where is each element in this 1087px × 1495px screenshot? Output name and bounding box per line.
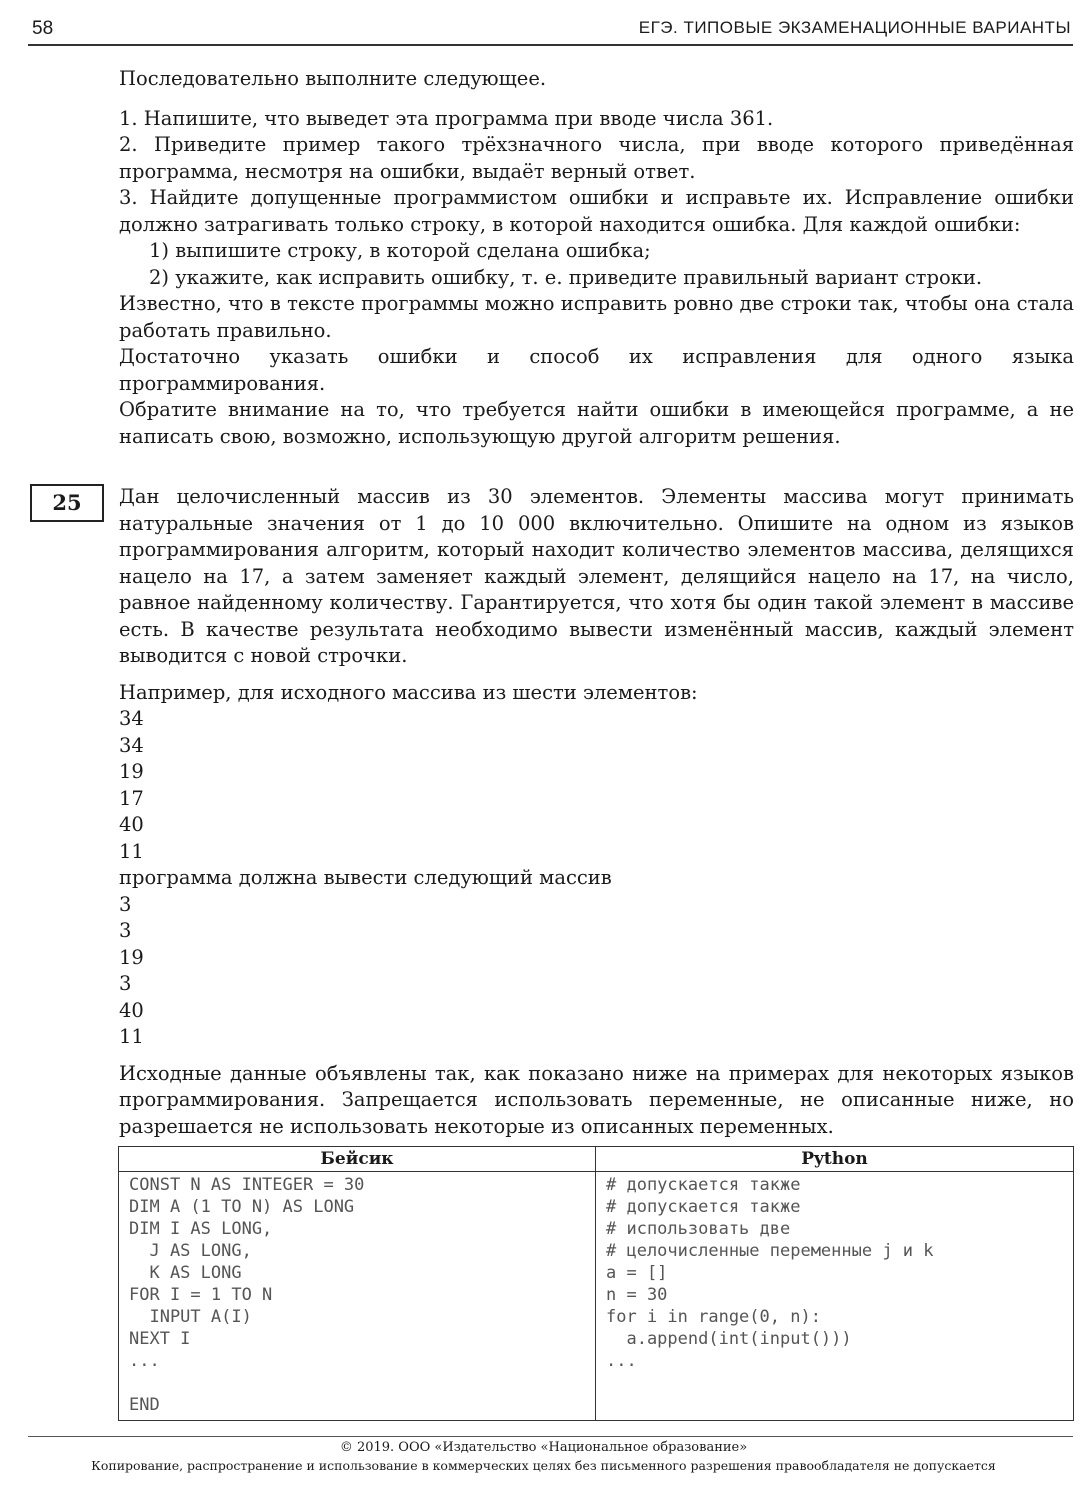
- example-output-list: [119, 892, 1074, 1051]
- example-intro: Например, для исходного массива из шести элементов:: [119, 680, 698, 704]
- output-value: 11: [119, 1025, 144, 1048]
- instructions-lead: Последовательно выполните следующее.: [119, 67, 547, 90]
- python-code-line: # допускается также: [606, 1197, 801, 1217]
- page-number: 58: [32, 18, 54, 39]
- input-value: 17: [119, 786, 144, 810]
- python-code-line: ...: [606, 1351, 637, 1371]
- instruction-subitem-1: 1) выпишите строку, в которой сделана ошибка;: [149, 239, 651, 262]
- basic-code-line: [129, 1372, 585, 1394]
- basic-code-line: DIM A (1 TO N) AS LONG: [129, 1197, 355, 1217]
- input-value: 11: [119, 839, 144, 863]
- basic-code-cell: [119, 1172, 596, 1421]
- instructions-block: [119, 66, 1074, 450]
- python-code-line: a.append(int(input())): [606, 1329, 852, 1349]
- instruction-paragraph-2: Достаточно указать ошибки и способ их исправления для одного языка программирования.: [119, 345, 1074, 395]
- instruction-subitem-2: 2) укажите, как исправить ошибку, т. е. приведите правильный вариант строки.: [149, 265, 983, 289]
- instruction-item-3: 3. Найдите допущенные программистом ошибки и исправьте их. Исправление ошибки должно затрагивать только строку, в которой находится ошибка. Для каждой ошибки:: [119, 186, 1074, 236]
- running-title: ЕГЭ. ТИПОВЫЕ ЭКЗАМЕНАЦИОННЫЕ ВАРИАНТЫ: [638, 18, 1071, 37]
- task-25-block: [119, 484, 1074, 1140]
- example-input-list: [119, 706, 1074, 865]
- input-value: 19: [119, 760, 144, 783]
- python-code-line: # допускается также: [606, 1175, 801, 1195]
- input-value: 34: [119, 707, 144, 730]
- output-value: 19: [119, 945, 144, 969]
- task-number-box: 25: [30, 484, 104, 522]
- footer-notice: Копирование, распространение и использование в коммерческих целях без письменного разрешения правообладателя не допускается: [91, 1458, 996, 1473]
- footer-copyright: © 2019. ООО «Издательство «Национальное образование»: [339, 1440, 748, 1455]
- basic-code-line: NEXT I: [129, 1329, 191, 1349]
- footer-divider: [28, 1436, 1073, 1437]
- page-header: [28, 14, 1073, 46]
- output-value: 40: [119, 998, 144, 1022]
- basic-code-line: K AS LONG: [129, 1263, 242, 1283]
- input-value: 40: [119, 813, 144, 836]
- python-code-line: # целочисленные переменные j и k: [606, 1241, 934, 1261]
- instruction-item-2: 2. Приведите пример такого трёхзначного числа, при вводе которого приведённая программа, несмотря на ошибки, выдаёт верный ответ.: [119, 133, 1074, 183]
- code-table: [118, 1146, 1074, 1421]
- python-code-line: # использовать две: [606, 1219, 791, 1239]
- output-value: 3: [119, 892, 132, 916]
- basic-column-header: Бейсик: [119, 1147, 596, 1172]
- python-code-line: for i in range(0, n):: [606, 1307, 821, 1327]
- input-value: 34: [119, 733, 144, 757]
- basic-code-line: DIM I AS LONG,: [129, 1219, 273, 1239]
- basic-code-line: CONST N AS INTEGER = 30: [129, 1175, 365, 1195]
- python-code-line: a = []: [606, 1263, 668, 1283]
- output-value: 3: [119, 972, 132, 995]
- basic-code-line: ...: [129, 1351, 160, 1371]
- task-statement: Дан целочисленный массив из 30 элементов. Элементы массива могут принимать натуральные значения от 1 до 10 000 включительно. Опишите на одном из языков программирования алгоритм, который находит количество элементов массива, делящихся нацело на 17, а затем заменяет каждый элемент, делящийся нацело на 17, на число, равное найденному количеству. Гарантируется, что хотя бы один такой элемент в массиве есть. В качестве результата необходимо вывести изменённый массив, каждый элемент выводится с новой строчки.: [119, 485, 1074, 667]
- python-code-cell: [596, 1172, 1074, 1421]
- declarations-text: Исходные данные объявлены так, как показано ниже на примерах для некоторых языков программирования. Запрещается использовать переменные, не описанные ниже, но разрешается не использовать некоторые из описанных переменных.: [119, 1061, 1074, 1138]
- output-intro: программа должна вывести следующий массив: [119, 866, 612, 889]
- output-value: 3: [119, 919, 132, 942]
- instruction-paragraph-1: Известно, что в тексте программы можно исправить ровно две строки так, чтобы она стала работать правильно.: [119, 292, 1074, 342]
- instruction-item-1: 1. Напишите, что выведет эта программа при вводе числа 361.: [119, 106, 774, 130]
- basic-code-line: FOR I = 1 TO N: [129, 1285, 273, 1305]
- basic-code-line: INPUT A(I): [129, 1307, 252, 1327]
- python-code-line: n = 30: [606, 1285, 668, 1305]
- python-column-header: Python: [596, 1147, 1074, 1172]
- instruction-paragraph-3: Обратите внимание на то, что требуется найти ошибки в имеющейся программе, а не написать свою, возможно, использующую другой алгоритм решения.: [119, 398, 1074, 448]
- basic-code-line: END: [129, 1395, 160, 1415]
- basic-code-line: J AS LONG,: [129, 1241, 252, 1261]
